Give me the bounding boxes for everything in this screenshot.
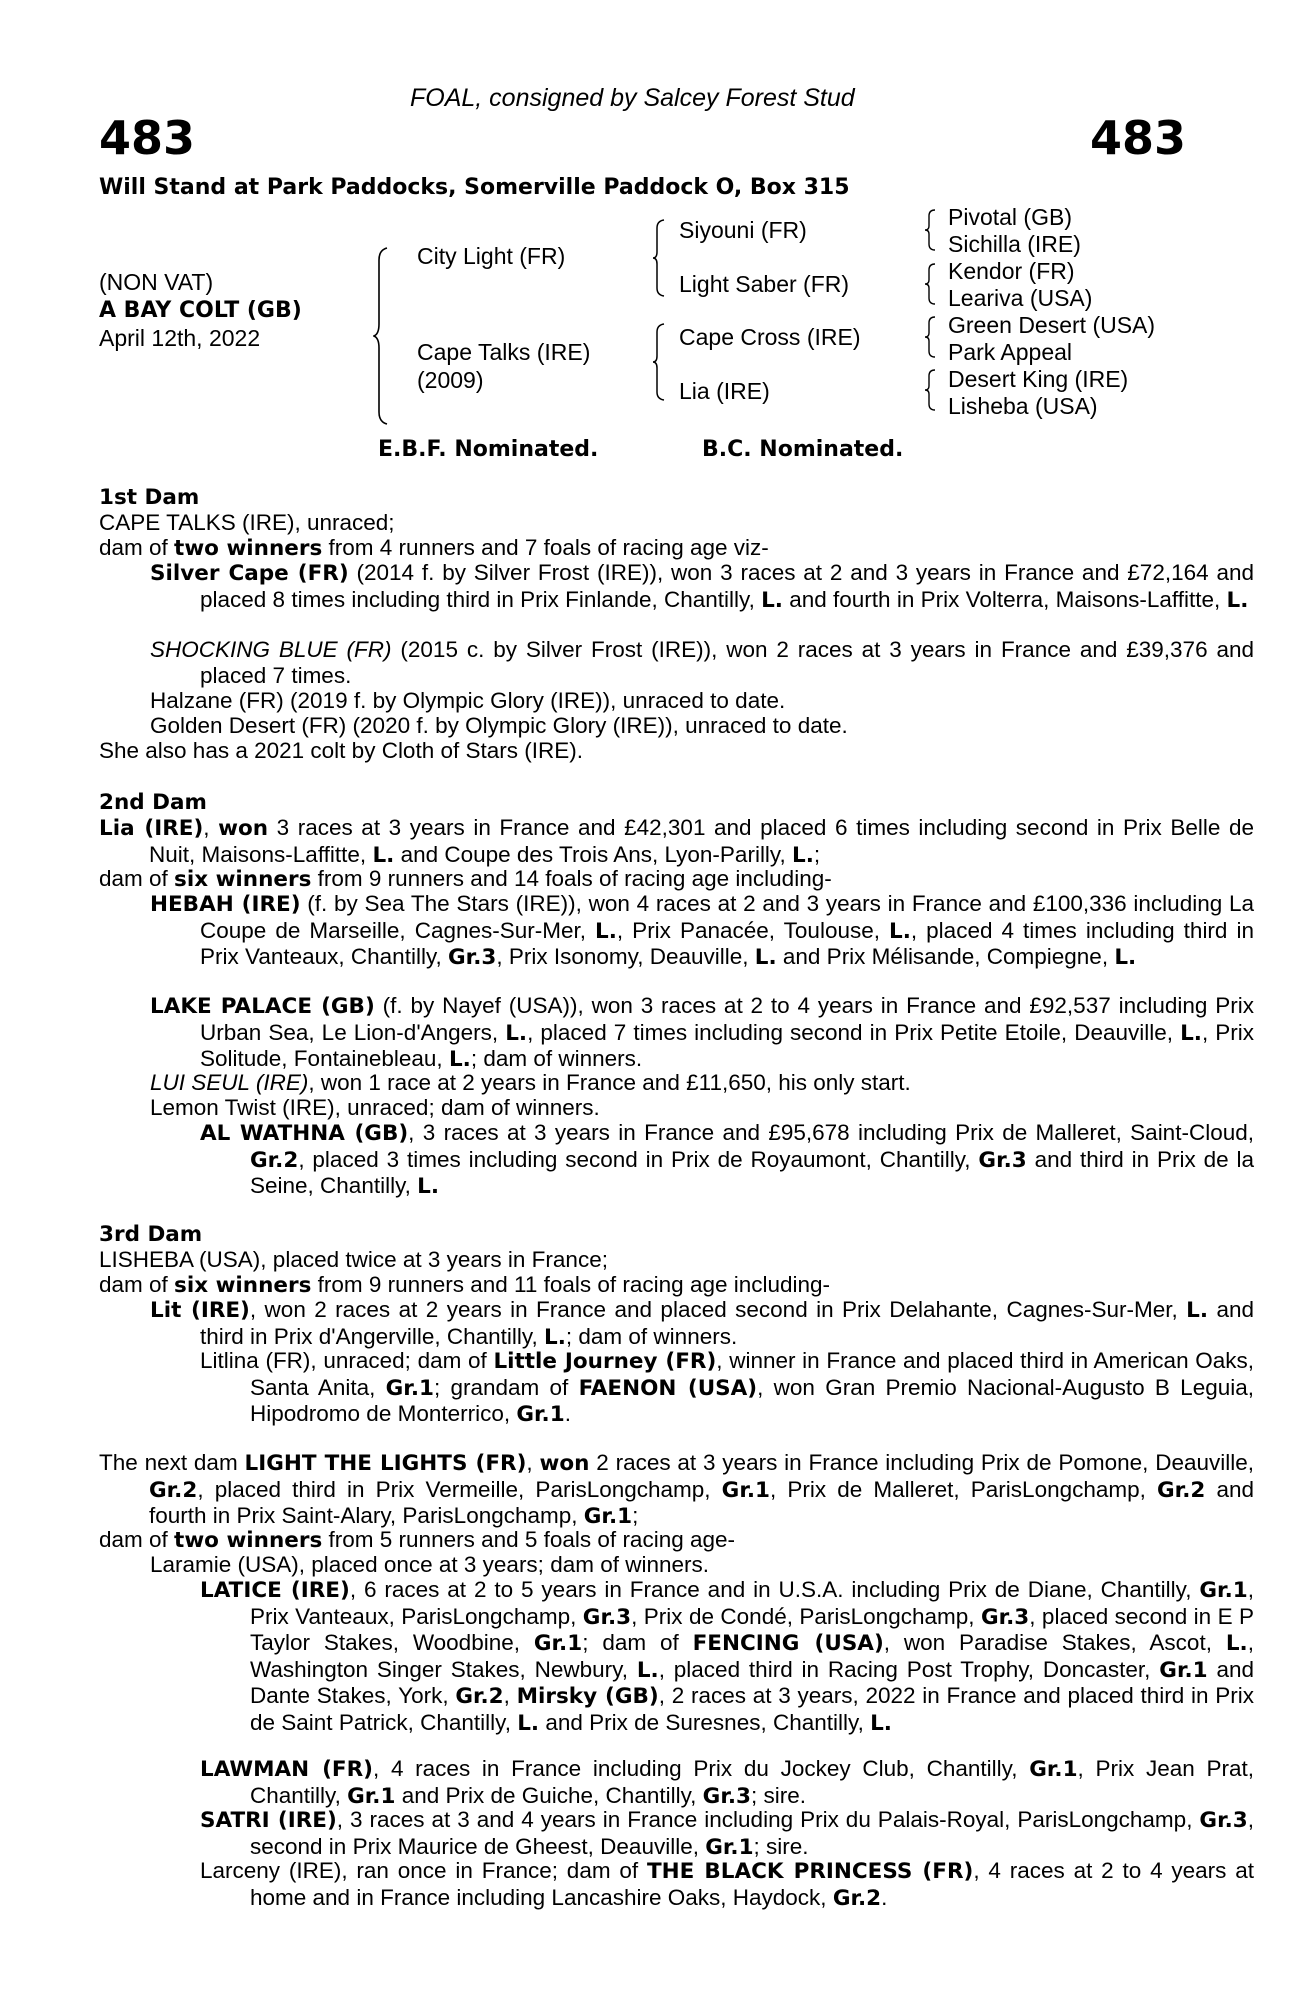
sire-dam: Light Saber (FR) — [679, 271, 850, 297]
first-dam-line: CAPE TALKS (IRE), unraced; — [99, 510, 395, 535]
granddam-2: Leariva (USA) — [948, 285, 1093, 311]
progeny-name: LUI SEUL (IRE) — [150, 1070, 309, 1095]
g-brace-4 — [924, 368, 938, 412]
progeny-lit: Lit (IRE), won 2 races at 2 years in France and placed second in Prix Delahante, Cagnes-Sur-Mer, L. and third in Prix d'Angerville, Chantilly, L.; dam of winners. — [150, 1297, 1254, 1350]
first-dam-also: She also has a 2021 colt by Cloth of Stars (IRE). — [99, 738, 583, 763]
dam-year: (2009) — [417, 367, 484, 393]
lot-number-right: 483 — [1090, 111, 1187, 165]
progeny-name: Lit (IRE) — [150, 1298, 250, 1323]
sire-sire: Siyouni (FR) — [679, 217, 807, 243]
progeny-lemon-twist: Lemon Twist (IRE), unraced; dam of winners. — [150, 1095, 600, 1120]
progeny-name: LAWMAN (FR) — [200, 1757, 373, 1782]
progeny-lui-seul: LUI SEUL (IRE), won 1 race at 2 years in France and £11,650, his only start. — [150, 1070, 911, 1095]
first-dam-heading: 1st Dam — [99, 485, 200, 510]
sire: City Light (FR) — [417, 243, 566, 269]
consignment-title: FOAL, consigned by Salcey Forest Stud — [410, 84, 855, 112]
progeny-larceny: Larceny (IRE), ran once in France; dam of THE BLACK PRINCESS (FR), 4 races at 2 to 4 years at home and in France including Lancashire Oaks, Haydock, Gr.2. — [200, 1858, 1255, 1911]
progeny-hebah: HEBAH (IRE) (f. by Sea The Stars (IRE)), won 4 races at 2 and 3 years in France and £100,336 including La Coupe de Marseille, Cagnes-Sur-Mer, L., Prix Panacée, Toulouse, L., placed 4 times including third in Prix Vanteaux, Chantilly, Gr.3, Prix Isonomy, Deauville, L. and Prix Mélisande, Compiegne, L. — [150, 891, 1254, 970]
bc-nominated: B.C. Nominated. — [702, 437, 904, 462]
horse-name: A BAY COLT (GB) — [99, 298, 302, 323]
stand-location: Will Stand at Park Paddocks, Somerville Paddock O, Box 315 — [99, 175, 850, 200]
grandsire-3: Green Desert (USA) — [948, 312, 1156, 338]
g-brace-3 — [924, 315, 938, 359]
progeny-name: HEBAH (IRE) — [150, 892, 301, 917]
progeny-name: Silver Cape (FR) — [150, 561, 349, 586]
progeny-satri: SATRI (IRE), 3 races at 3 and 4 years in France including Prix du Palais-Royal, ParisLongchamp, Gr.3, second in Prix Maurice de Gheest, Deauville, Gr.1; sire. — [200, 1807, 1254, 1860]
grandsire-1: Pivotal (GB) — [948, 204, 1072, 230]
progeny-latice: LATICE (IRE), 6 races at 2 to 5 years in France and in U.S.A. including Prix de Diane, Chantilly, Gr.1, Prix Vanteaux, ParisLongchamp, Gr.3, Prix de Condé, ParisLongchamp, Gr.3, placed second in E P Taylor Stakes, Woodbine, Gr.1; dam of FENCING (USA), won Paradise Stakes, Ascot, L., Washington Singer Stakes, Newbury, L., placed third in Racing Post Trophy, Doncaster, Gr.1 and Dante Stakes, York, Gr.2, Mirsky (GB), 2 races at 3 years, 2022 in France and placed third in Prix de Saint Patrick, Chantilly, L. and Prix de Suresnes, Chantilly, L. — [200, 1577, 1255, 1736]
lot-number-left: 483 — [99, 111, 196, 165]
progeny-litlina: Litlina (FR), unraced; dam of Little Journey (FR), winner in France and placed third in American Oaks, Santa Anita, Gr.1; grandam of FAENON (USA), won Gran Premio Nacional-Augusto B Leguia, Hipodromo de Monterrico, Gr.1. — [200, 1348, 1255, 1427]
second-dam-heading: 2nd Dam — [99, 790, 207, 815]
dam-dam: Lia (IRE) — [679, 378, 770, 404]
second-dam-produce-summary: dam of six winners from 9 runners and 14 foals of racing age including- — [99, 866, 832, 892]
foaling-date: April 12th, 2022 — [99, 325, 261, 351]
granddam-3: Park Appeal — [948, 339, 1073, 365]
granddam-1: Sichilla (IRE) — [948, 231, 1081, 257]
grandsire-2: Kendor (FR) — [948, 258, 1075, 284]
progeny-al-wathna: AL WATHNA (GB), 3 races at 3 years in France and £95,678 including Prix de Malleret, Saint-Cloud, Gr.2, placed 3 times including second in Prix de Royaumont, Chantilly, Gr.3 and third in Prix de la Seine, Chantilly, L. — [200, 1120, 1254, 1199]
progeny-name: AL WATHNA (GB) — [200, 1121, 409, 1146]
dam-sire: Cape Cross (IRE) — [679, 324, 861, 350]
first-dam-produce-summary: dam of two winners from 4 runners and 7 foals of racing age viz- — [99, 535, 769, 561]
dam-brace — [652, 322, 668, 402]
next-dam-record: The next dam LIGHT THE LIGHTS (FR), won 2 races at 3 years in France including Prix de Pomone, Deauville, Gr.2, placed third in Prix Vermeille, ParisLongchamp, Gr.1, Prix de Malleret, ParisLongchamp, Gr.2 and fourth in Prix Saint-Alary, ParisLongchamp, Gr.1; — [99, 1450, 1254, 1529]
progeny-silver-cape: Silver Cape (FR) (2014 f. by Silver Frost (IRE)), won 3 races at 2 and 3 years in France and £72,164 and placed 8 times including third in Prix Finlande, Chantilly, L. and fourth in Prix Volterra, Maisons-Laffitte, L. — [150, 560, 1254, 613]
third-dam-heading: 3rd Dam — [99, 1222, 203, 1247]
second-dam-record: Lia (IRE), won 3 races at 3 years in France and £42,301 and placed 6 times including second in Prix Belle de Nuit, Maisons-Laffitte, L. and Coupe des Trois Ans, Lyon-Parilly, L.; — [99, 815, 1254, 868]
granddam-4: Lisheba (USA) — [948, 393, 1098, 419]
next-dam-produce-summary: dam of two winners from 5 runners and 5 foals of racing age- — [99, 1527, 736, 1553]
progeny-name: SATRI (IRE) — [200, 1808, 337, 1833]
progeny-name: LATICE (IRE) — [200, 1578, 350, 1603]
progeny-lake-palace: LAKE PALACE (GB) (f. by Nayef (USA)), won 3 races at 2 to 4 years in France and £92,537 including Prix Urban Sea, Le Lion-d'Angers, L., placed 7 times including second in Prix Petite Etoile, Deauville, L., Prix Solitude, Fontainebleau, L.; dam of winners. — [150, 993, 1254, 1072]
g-brace-1 — [924, 208, 938, 252]
third-dam-produce-summary: dam of six winners from 9 runners and 11 foals of racing age including- — [99, 1272, 831, 1298]
sire-brace — [652, 218, 668, 298]
progeny-name: LAKE PALACE (GB) — [150, 994, 375, 1019]
progeny-name: SHOCKING BLUE (FR) — [150, 637, 392, 662]
progeny-shocking-blue: SHOCKING BLUE (FR) (2015 c. by Silver Frost (IRE)), won 2 races at 3 years in France and £39,376 and placed 7 times. — [150, 637, 1255, 688]
dam: Cape Talks (IRE) — [417, 339, 591, 365]
vat-status: (NON VAT) — [99, 269, 214, 295]
ebf-nominated: E.B.F. Nominated. — [378, 437, 599, 462]
progeny-lawman: LAWMAN (FR), 4 races in France including Prix du Jockey Club, Chantilly, Gr.1, Prix Jean Prat, Chantilly, Gr.1 and Prix de Guiche, Chantilly, Gr.3; sire. — [200, 1756, 1254, 1809]
progeny-golden-desert: Golden Desert (FR) (2020 f. by Olympic Glory (IRE)), unraced to date. — [150, 713, 848, 738]
progeny-laramie: Laramie (USA), placed once at 3 years; dam of winners. — [150, 1552, 710, 1577]
g-brace-2 — [924, 262, 938, 306]
progeny-halzane: Halzane (FR) (2019 f. by Olympic Glory (IRE)), unraced to date. — [150, 688, 786, 713]
main-brace — [373, 246, 393, 426]
grandsire-4: Desert King (IRE) — [948, 366, 1129, 392]
third-dam-line: LISHEBA (USA), placed twice at 3 years in France; — [99, 1247, 608, 1272]
